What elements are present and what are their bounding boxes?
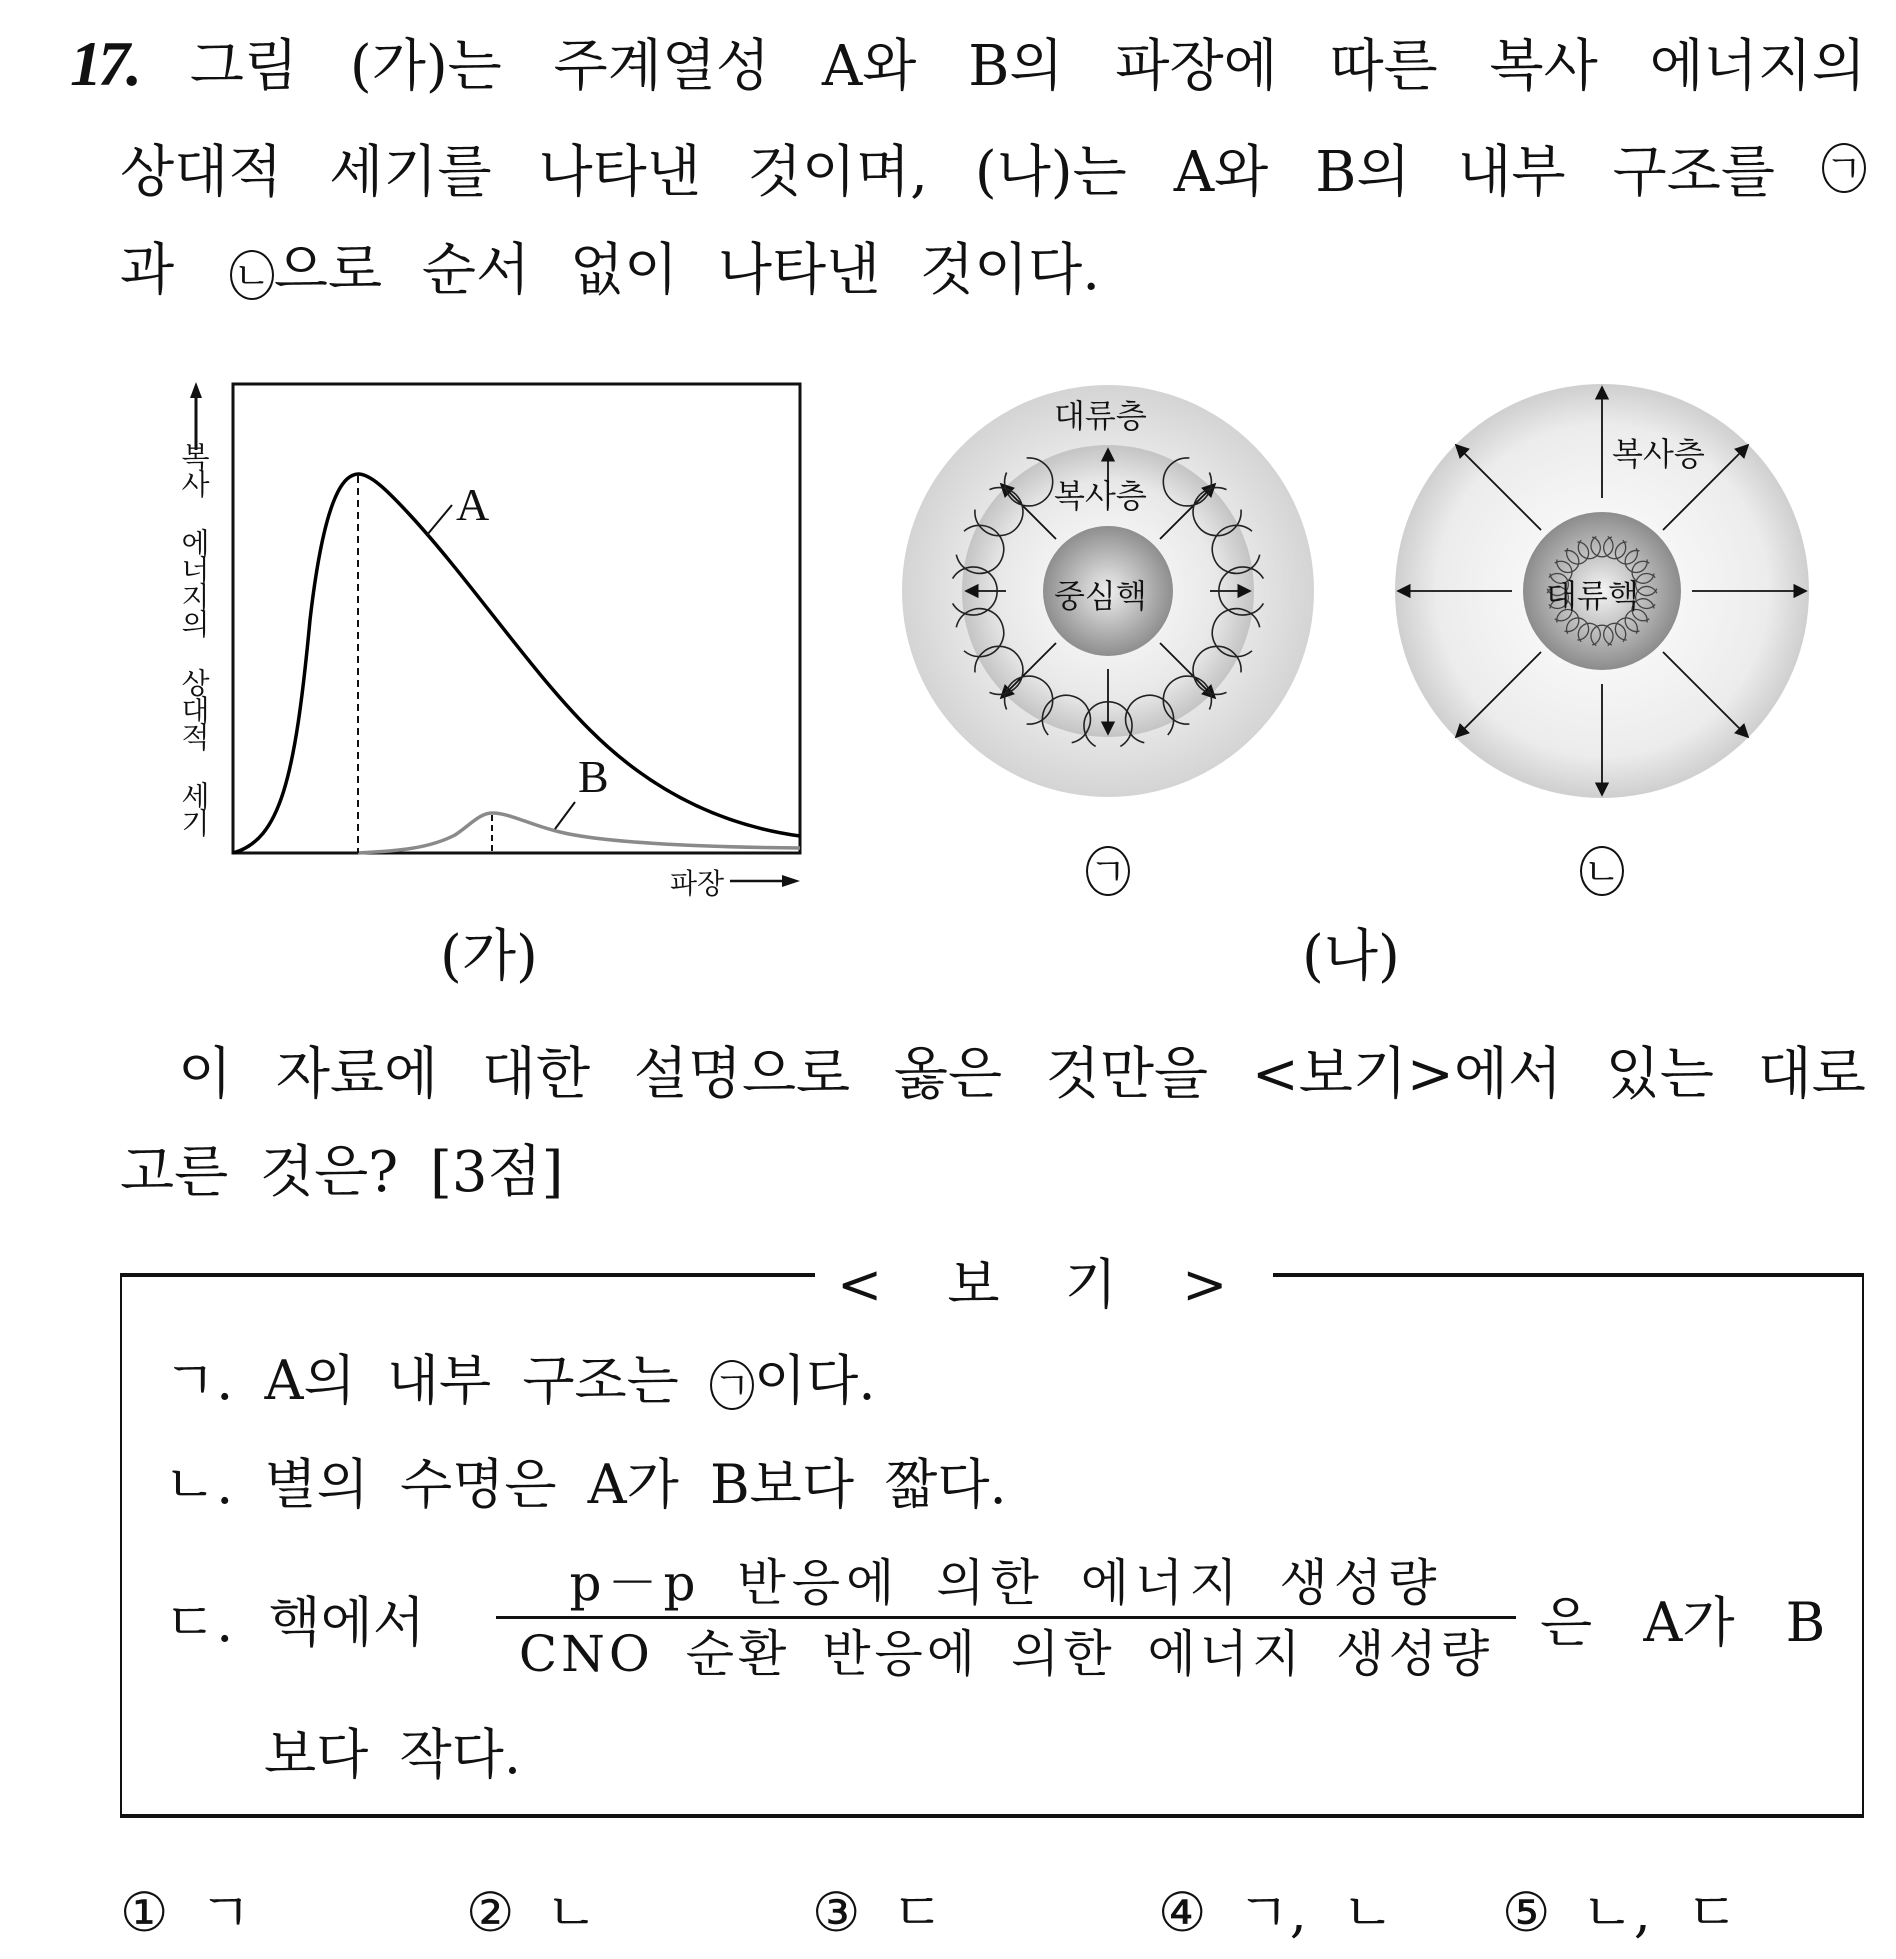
label-radiative-zone: 복사층 — [1054, 477, 1147, 515]
bogi-item-3: ㄷ. 핵에서 — [164, 1591, 426, 1654]
label-convective-core: 대류핵 — [1546, 577, 1639, 615]
bogi-item-3-suffix: 은 A가 B — [1540, 1591, 1826, 1654]
fraction-denominator: CNO 순환 반응에 의한 에너지 생성량 — [518, 1625, 1494, 1683]
structure-marker-giyeok: ㄱ — [1086, 846, 1130, 896]
question-line-2: 상대적 세기를 나타낸 것이며, (나)는 A와 B의 내부 구조를 ㄱ — [120, 128, 1866, 208]
figure-ga — [170, 370, 830, 970]
curve-label-a: A — [456, 479, 490, 530]
question-number: 17. — [70, 28, 138, 99]
label-core: 중심핵 — [1054, 577, 1147, 615]
bogi-item-2: ㄴ. 별의 수명은 A가 B보다 짧다. — [164, 1453, 1007, 1516]
x-axis-label: 파장 — [670, 867, 725, 900]
option-1[interactable]: ① ㄱ — [120, 1881, 252, 1944]
option-3[interactable]: ③ ㄷ — [812, 1881, 944, 1944]
label-radiative-zone: 복사층 — [1612, 435, 1705, 473]
fraction-numerator: p－p 반응에 의한 에너지 생성량 — [569, 1554, 1443, 1612]
prompt-line-2: 고른 것은? [3점] — [120, 1140, 564, 1205]
structure-giyeok — [896, 379, 1320, 803]
caption-na: (나) — [1302, 924, 1400, 989]
option-4[interactable]: ④ ㄱ, ㄴ — [1158, 1881, 1395, 1944]
energy-ratio-fraction — [496, 1552, 1516, 1685]
spectrum-chart — [170, 370, 830, 970]
question-line-3: 과 ㄴ으로 순서 없이 나타낸 것이다. — [120, 238, 1101, 303]
option-2[interactable]: ② ㄴ — [466, 1881, 598, 1944]
fraction-bar — [496, 1616, 1516, 1619]
curve-a — [233, 474, 800, 853]
bogi-item-3-continuation: 보다 작다. — [264, 1723, 521, 1786]
plot-frame — [233, 384, 800, 853]
bogi-item-1: ㄱ. A의 내부 구조는 ㄱ이다. — [164, 1349, 876, 1412]
question-line-1: 17. 그림 (가)는 주계열성 A와 B의 파장에 따른 복사 에너지의 — [70, 28, 1866, 99]
structure-nieun — [1394, 383, 1810, 799]
label-convective-zone: 대류층 — [1054, 397, 1147, 435]
curve-label-b: B — [578, 751, 609, 802]
y-axis-label: 복사 에너지의 상대적 세기 — [177, 442, 211, 835]
circled-marker-giyeok: ㄱ — [710, 1360, 754, 1410]
option-5[interactable]: ⑤ ㄴ, ㄷ — [1502, 1881, 1739, 1944]
bogi-title: < 보 기 > — [815, 1242, 1273, 1319]
prompt-line-1: 이 자료에 대한 설명으로 옳은 것만을 <보기>에서 있는 대로 — [178, 1042, 1866, 1107]
structure-marker-nieun: ㄴ — [1580, 846, 1624, 896]
circled-marker-nieun: ㄴ — [230, 250, 274, 300]
caption-ga: (가) — [440, 924, 538, 989]
circled-marker-giyeok: ㄱ — [1822, 143, 1866, 193]
